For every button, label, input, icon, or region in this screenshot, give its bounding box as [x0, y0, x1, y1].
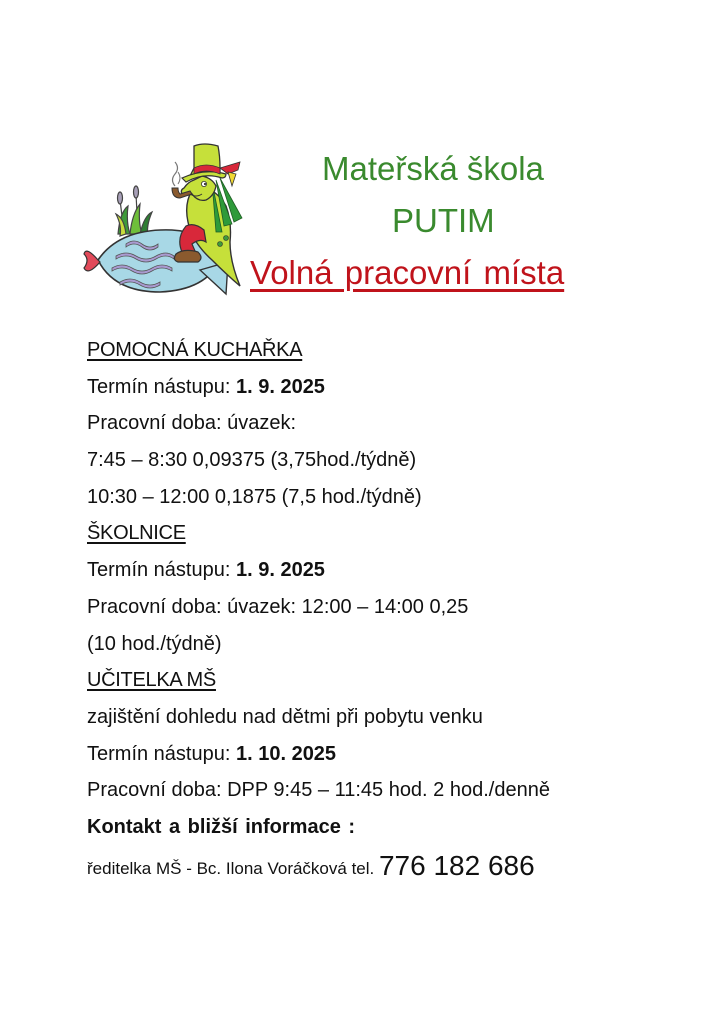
- page-headline: Volná pracovní místa: [250, 254, 565, 291]
- start-date-row: [87, 552, 707, 589]
- water-sprite-on-fish-icon: [80, 142, 250, 302]
- start-date-row: [87, 369, 707, 406]
- phone-number[interactable]: 776 182 686: [378, 849, 535, 881]
- start-date-label: Termín nástupu:: [87, 559, 236, 582]
- start-date-value: 1. 9. 2025: [235, 559, 325, 582]
- start-date-row: [87, 736, 707, 773]
- contact-person-row: [87, 846, 707, 886]
- school-place: PUTIM: [392, 202, 495, 239]
- working-hours-line: Pracovní doba: DPP 9:45 – 11:45 hod. 2 hod./denně: [87, 779, 550, 802]
- contact-person: ředitelka MŠ - Bc. Ilona Voráčková tel.: [87, 858, 379, 878]
- contact-heading: Kontakt a bližší informace :: [87, 815, 356, 838]
- working-hours-line: Pracovní doba: úvazek: 12:00 – 14:00 0,25: [87, 595, 469, 618]
- position-title-kitchen-helper: POMOCNÁ KUCHAŘKA: [87, 339, 303, 361]
- position-title-teacher: UČITELKA MŠ: [87, 669, 216, 692]
- start-date-value: 1. 10. 2025: [235, 742, 337, 765]
- working-hours-line: 7:45 – 8:30 0,09375 (3,75hod./týdně): [87, 449, 417, 472]
- start-date-label: Termín nástupu:: [87, 375, 236, 398]
- position-description: zajištění dohledu nad dětmi při pobytu venku: [87, 705, 483, 728]
- start-date-value: 1. 9. 2025: [235, 375, 325, 398]
- working-hours-line: Pracovní doba: úvazek:: [87, 412, 297, 435]
- school-name: Mateřská škola: [322, 150, 544, 187]
- position-title-caretaker: ŠKOLNICE: [87, 522, 186, 545]
- start-date-label: Termín nástupu:: [87, 742, 236, 765]
- school-logo: [80, 142, 250, 302]
- job-listing: [87, 332, 707, 886]
- working-hours-line: (10 hod./týdně): [87, 632, 222, 655]
- working-hours-line: 10:30 – 12:00 0,1875 (7,5 hod./týdně): [87, 485, 422, 508]
